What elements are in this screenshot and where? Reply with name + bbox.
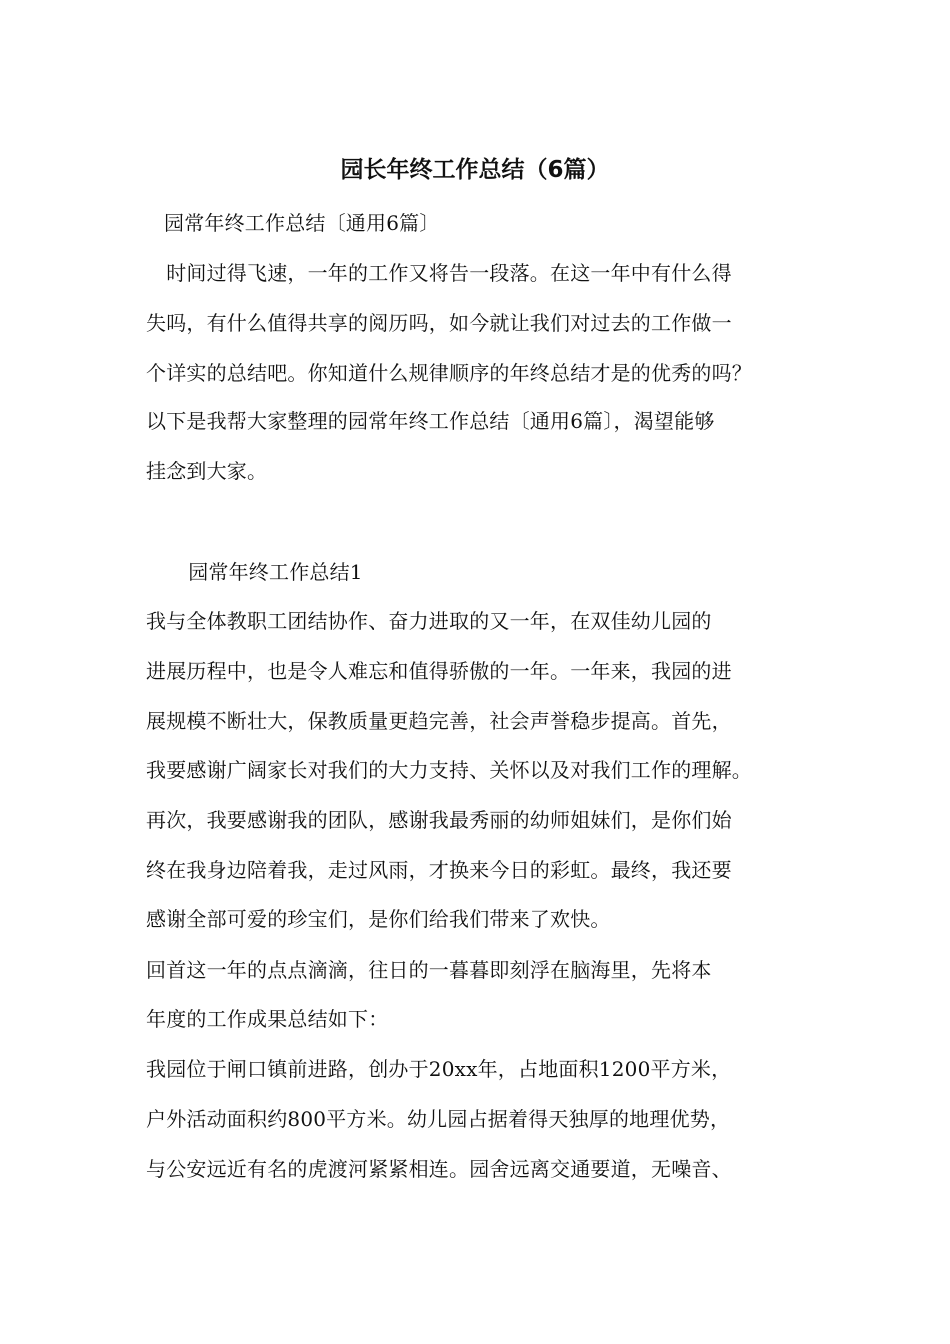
paragraph-line: 终在我身边陪着我，走过风雨，才换来今日的彩虹。最终，我还要	[146, 858, 732, 882]
intro-line: 以下是我帮大家整理的园常年终工作总结〔通用6篇〕，渴望能够	[146, 409, 715, 433]
intro-line: 挂念到大家。	[146, 459, 268, 483]
paragraph-line: 我园位于闸口镇前进路，创办于20xx年，占地面积1200平方米，	[146, 1057, 732, 1081]
intro-line: 时间过得飞速，一年的工作又将告一段落。在这一年中有什么得	[146, 261, 732, 285]
document-subtitle: 园常年终工作总结〔通用6篇〕	[164, 211, 440, 235]
section-heading: 园常年终工作总结1	[168, 560, 363, 584]
paragraph-line: 进展历程中，也是令人难忘和值得骄傲的一年。一年来，我园的进	[146, 659, 732, 683]
paragraph-line: 我与全体教职工团结协作、奋力进取的又一年，在双佳幼儿园的	[146, 609, 712, 633]
paragraph-line: 与公安远近有名的虎渡河紧紧相连。园舍远离交通要道，无噪音、	[146, 1157, 732, 1181]
paragraph-line: 再次，我要感谢我的团队，感谢我最秀丽的幼师姐妹们，是你们始	[146, 808, 732, 832]
intro-line: 个详实的总结吧。你知道什么规律顺序的年终总结才是的优秀的吗？	[146, 361, 752, 385]
paragraph-line: 感谢全部可爱的珍宝们，是你们给我们带来了欢快。	[146, 907, 611, 931]
intro-line: 失吗，有什么值得共享的阅历吗，如今就让我们对过去的工作做一	[146, 311, 732, 335]
paragraph-line: 展规模不断壮大，保教质量更趋完善，社会声誉稳步提高。首先，	[146, 709, 732, 733]
paragraph-line: 回首这一年的点点滴滴，往日的一暮暮即刻浮在脑海里，先将本	[146, 958, 712, 982]
paragraph-line: 年度的工作成果总结如下：	[146, 1007, 389, 1031]
document-title: 园长年终工作总结（6篇）	[340, 157, 610, 183]
paragraph-line: 我要感谢广阔家长对我们的大力支持、关怀以及对我们工作的理解。	[146, 758, 752, 782]
paragraph-line: 户外活动面积约800平方米。幼儿园占据着得天独厚的地理优势，	[146, 1107, 731, 1131]
